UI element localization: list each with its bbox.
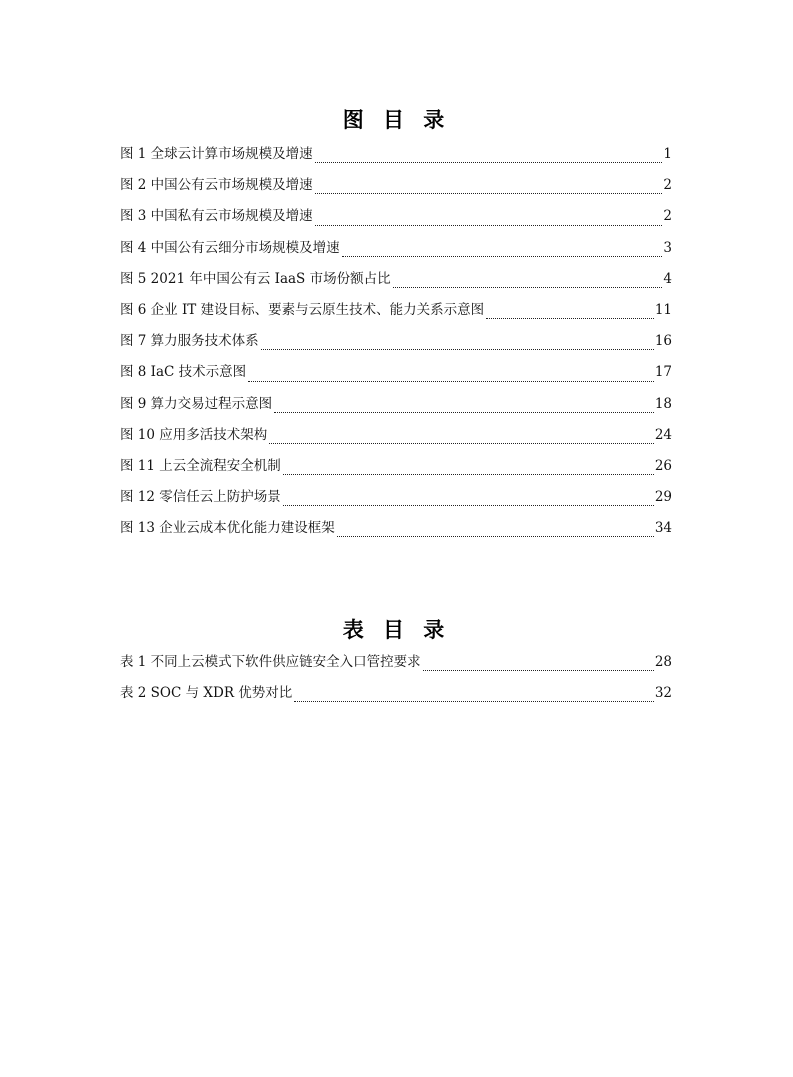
toc-entry-page: 32 [654, 685, 672, 702]
toc-entry-label: 图 5 2021 年中国公有云 IaaS 市场份额占比 [120, 270, 391, 287]
dot-leader [315, 193, 663, 194]
toc-entry[interactable] [120, 519, 672, 550]
tables-toc-list [120, 653, 672, 715]
toc-entry-page: 26 [654, 457, 672, 474]
toc-entry-label: 图 10 应用多活技术架构 [120, 426, 268, 443]
dot-leader [294, 701, 654, 702]
toc-entry[interactable] [120, 363, 672, 394]
toc-entry-label: 图 8 IaC 技术示意图 [120, 364, 247, 381]
toc-entry-page: 18 [654, 395, 672, 412]
dot-leader [315, 225, 663, 226]
toc-entry-page: 2 [663, 208, 672, 225]
toc-entry-label: 表 2 SOC 与 XDR 优势对比 [120, 685, 293, 702]
toc-entry[interactable] [120, 684, 672, 715]
toc-entry[interactable] [120, 301, 672, 332]
dot-leader [337, 536, 654, 537]
toc-entry-page: 4 [663, 270, 672, 287]
toc-entry-label: 图 1 全球云计算市场规模及增速 [120, 146, 313, 162]
dot-leader [269, 443, 654, 444]
toc-entry-page: 16 [654, 333, 672, 350]
dot-leader [261, 349, 654, 350]
toc-entry-label: 图 9 算力交易过程示意图 [120, 395, 273, 412]
dot-leader [393, 287, 663, 288]
toc-entry-page: 1 [663, 146, 672, 162]
toc-entry[interactable] [120, 176, 672, 207]
figures-toc-list [120, 145, 672, 550]
toc-entry[interactable] [120, 488, 672, 519]
toc-entry-page: 34 [654, 520, 672, 537]
toc-entry-page: 29 [654, 489, 672, 506]
toc-entry-label: 图 2 中国公有云市场规模及增速 [120, 177, 313, 194]
toc-entry[interactable] [120, 426, 672, 457]
toc-entry-page: 28 [654, 654, 672, 670]
toc-entry[interactable] [120, 395, 672, 426]
figures-toc-title: 图 目 录 [342, 108, 451, 132]
tables-toc-title: 表 目 录 [342, 618, 451, 642]
toc-entry-label: 图 3 中国私有云市场规模及增速 [120, 208, 313, 225]
dot-leader [315, 162, 663, 163]
toc-entry[interactable] [120, 332, 672, 363]
toc-entry-label: 图 7 算力服务技术体系 [120, 333, 259, 350]
toc-entry-page: 11 [654, 301, 672, 318]
dot-leader [423, 670, 654, 671]
dot-leader [486, 318, 654, 319]
toc-entry-label: 图 4 中国公有云细分市场规模及增速 [120, 239, 340, 256]
dot-leader [283, 474, 654, 475]
toc-entry-label: 图 12 零信任云上防护场景 [120, 489, 281, 506]
toc-entry[interactable] [120, 270, 672, 301]
toc-entry[interactable] [120, 457, 672, 488]
toc-entry[interactable] [120, 145, 672, 176]
toc-entry-page: 2 [663, 177, 672, 194]
toc-entry-label: 图 11 上云全流程安全机制 [120, 457, 281, 474]
dot-leader [274, 412, 654, 413]
toc-entry-page: 3 [663, 239, 672, 256]
toc-entry-label: 图 6 企业 IT 建设目标、要素与云原生技术、能力关系示意图 [120, 301, 485, 318]
toc-entry[interactable] [120, 653, 672, 684]
toc-entry-label: 表 1 不同上云模式下软件供应链安全入口管控要求 [120, 654, 421, 670]
dot-leader [248, 381, 654, 382]
toc-entry[interactable] [120, 207, 672, 238]
toc-entry-page: 24 [654, 426, 672, 443]
toc-entry[interactable] [120, 239, 672, 270]
dot-leader [342, 256, 663, 257]
toc-entry-label: 图 13 企业云成本优化能力建设框架 [120, 520, 335, 537]
dot-leader [283, 505, 654, 506]
toc-entry-page: 17 [654, 364, 672, 381]
